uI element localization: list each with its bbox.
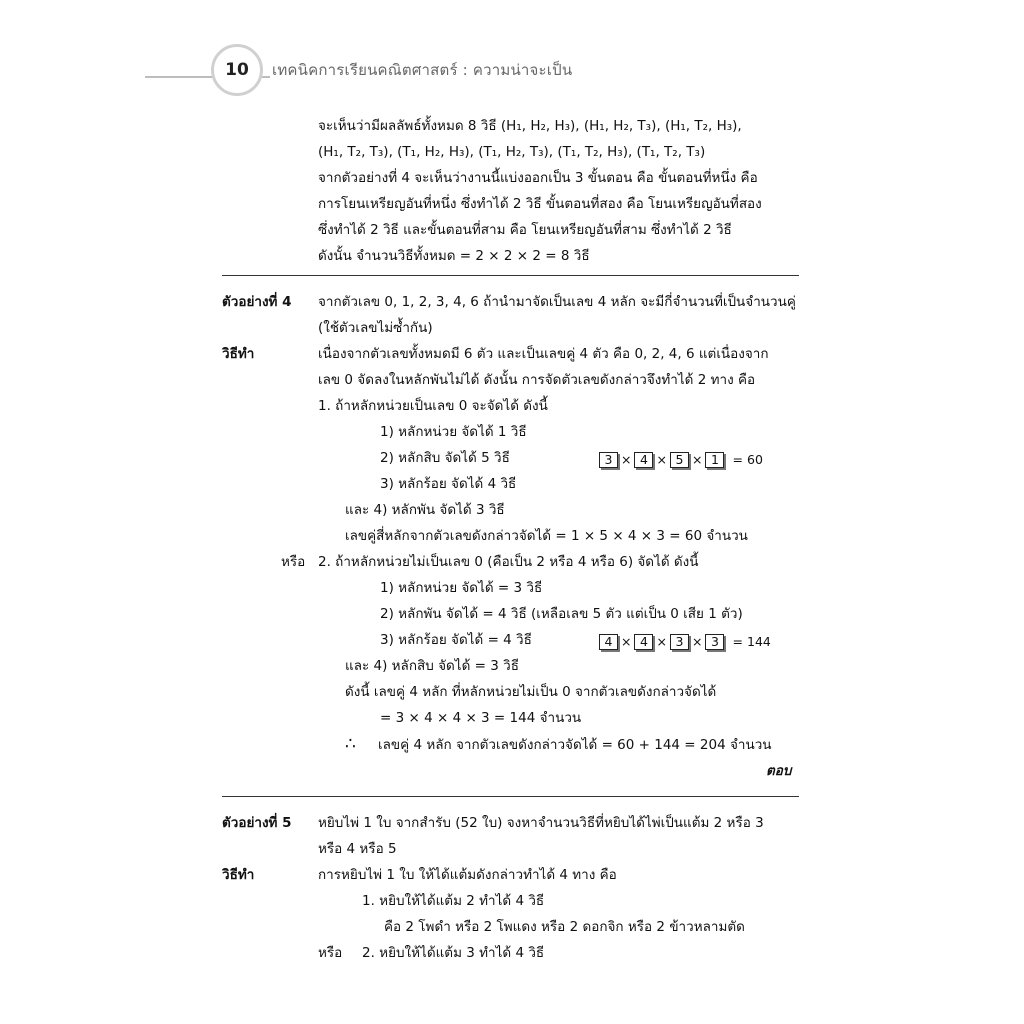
digit-box: 3 xyxy=(670,634,689,650)
digit-box: 5 xyxy=(670,452,689,468)
case2-item: 2) หลักพัน จัดได้ = 4 วิธี (เหลือเลข 5 ตัว แต่เป็น 0 เสีย 1 ตัว) xyxy=(380,606,743,622)
intro-line-5: ซึ่งทำได้ 2 วิธี และขั้นตอนที่สาม คือ โยนเหรียญอันที่สาม ซึ่งทำได้ 2 วิธี xyxy=(318,222,732,238)
case1-result: = 60 xyxy=(732,452,763,467)
example5-question-1: หยิบไพ่ 1 ใบ จากสำรับ (52 ใบ) จงหาจำนวนวิธีที่หยิบได้ไพ่เป็นแต้ม 2 หรือ 3 xyxy=(318,815,764,831)
final-answer-line: เลขคู่ 4 หลัก จากตัวเลขดังกล่าวจัดได้ = 60 + 144 = 204 จำนวน xyxy=(378,737,772,753)
case2-result: = 144 xyxy=(732,634,771,649)
page-number: 10 xyxy=(211,44,263,96)
digit-box: 4 xyxy=(634,634,653,650)
digit-box: 4 xyxy=(599,634,618,650)
section-divider xyxy=(222,275,799,276)
digit-box: 4 xyxy=(634,452,653,468)
case2-item: และ 4) หลักสิบ จัดได้ = 3 วิธี xyxy=(345,658,519,674)
case2-summary-1: ดังนี้ เลขคู่ 4 หลัก ที่หลักหน่วยไม่เป็น 0 จากตัวเลขดังกล่าวจัดได้ xyxy=(345,684,717,700)
example4-case-1: 1. ถ้าหลักหน่วยเป็นเลข 0 จะจัดได้ ดังนี้ xyxy=(318,398,548,414)
digit-box: 1 xyxy=(705,452,724,468)
case1-item: 1) หลักหน่วย จัดได้ 1 วิธี xyxy=(380,424,527,440)
intro-line-3: จากตัวอย่างที่ 4 จะเห็นว่างานนี้แบ่งออกเป็น 3 ขั้นตอน คือ ขั้นตอนที่หนึ่ง คือ xyxy=(318,170,758,186)
example5-step-2: 2. หยิบให้ได้แต้ม 3 ทำได้ 4 วิธี xyxy=(362,945,545,961)
case1-item: 2) หลักสิบ จัดได้ 5 วิธี xyxy=(380,450,510,466)
example5-question-2: หรือ 4 หรือ 5 xyxy=(318,841,397,857)
or-label: หรือ xyxy=(281,554,306,570)
example4-method-1: เนื่องจากตัวเลขทั้งหมดมี 6 ตัว และเป็นเลขคู่ 4 ตัว คือ 0, 2, 4, 6 แต่เนื่องจาก xyxy=(318,346,769,362)
digit-box: 3 xyxy=(705,634,724,650)
example4-question-2: (ใช้ตัวเลขไม่ซ้ำกัน) xyxy=(318,320,433,336)
case1-item: 3) หลักร้อย จัดได้ 4 วิธี xyxy=(380,476,517,492)
digit-box: 3 xyxy=(599,452,618,468)
case2-summary-2: = 3 × 4 × 4 × 3 = 144 จำนวน xyxy=(380,710,582,726)
example5-step-1-detail: คือ 2 โพดำ หรือ 2 โพแดง หรือ 2 ดอกจิก หรือ 2 ข้าวหลามตัด xyxy=(384,919,745,935)
answer-label: ตอบ xyxy=(766,763,792,779)
example5-method-1: การหยิบไพ่ 1 ใบ ให้ได้แต้มดังกล่าวทำได้ 4 ทาง คือ xyxy=(318,867,617,883)
section-divider xyxy=(222,796,799,797)
therefore-symbol: ∴ xyxy=(345,734,356,754)
example4-method-2: เลข 0 จัดลงในหลักพันไม่ได้ ดังนั้น การจัดตัวเลขดังกล่าวจึงทำได้ 2 ทาง คือ xyxy=(318,372,756,388)
example5-step-1: 1. หยิบให้ได้แต้ม 2 ทำได้ 4 วิธี xyxy=(362,893,545,909)
intro-line-4: การโยนเหรียญอันที่หนึ่ง ซึ่งทำได้ 2 วิธี ขั้นตอนที่สอง คือ โยนเหรียญอันที่สอง xyxy=(318,196,762,212)
intro-line-2: (H₁, T₂, T₃), (T₁, H₂, H₃), (T₁, H₂, T₃), (T₁, T₂, H₃), (T₁, T₂, T₃) xyxy=(318,144,706,160)
case1-item: และ 4) หลักพัน จัดได้ 3 วิธี xyxy=(345,502,505,518)
case1-box-product: 3 × 4 × 5 × 1 = 60 xyxy=(596,449,763,468)
intro-line-1: จะเห็นว่ามีผลลัพธ์ทั้งหมด 8 วิธี (H₁, H₂, H₃), (H₁, H₂, T₃), (H₁, T₂, H₃), xyxy=(318,118,742,134)
case1-summary: เลขคู่สี่หลักจากตัวเลขดังกล่าวจัดได้ = 1 × 5 × 4 × 3 = 60 จำนวน xyxy=(345,528,748,544)
example4-case-2: 2. ถ้าหลักหน่วยไม่เป็นเลข 0 (คือเป็น 2 หรือ 4 หรือ 6) จัดได้ ดังนี้ xyxy=(318,554,699,570)
case2-item: 3) หลักร้อย จัดได้ = 4 วิธี xyxy=(380,632,532,648)
example5-label: ตัวอย่างที่ 5 xyxy=(222,815,292,831)
intro-line-6: ดังนั้น จำนวนวิธีทั้งหมด = 2 × 2 × 2 = 8 วิธี xyxy=(318,248,590,264)
header-title: เทคนิคการเรียนคณิตศาสตร์ : ความน่าจะเป็น xyxy=(272,61,573,79)
or-label: หรือ xyxy=(318,945,343,961)
example4-method-label: วิธีทำ xyxy=(222,346,255,362)
example4-label: ตัวอย่างที่ 4 xyxy=(222,294,292,310)
case2-box-product: 4 × 4 × 3 × 3 = 144 xyxy=(596,631,771,650)
case2-item: 1) หลักหน่วย จัดได้ = 3 วิธี xyxy=(380,580,543,596)
example4-question-1: จากตัวเลข 0, 1, 2, 3, 4, 6 ถ้านำมาจัดเป็นเลข 4 หลัก จะมีกี่จำนวนที่เป็นจำนวนคู่ xyxy=(318,294,796,310)
example5-method-label: วิธีทำ xyxy=(222,867,255,883)
